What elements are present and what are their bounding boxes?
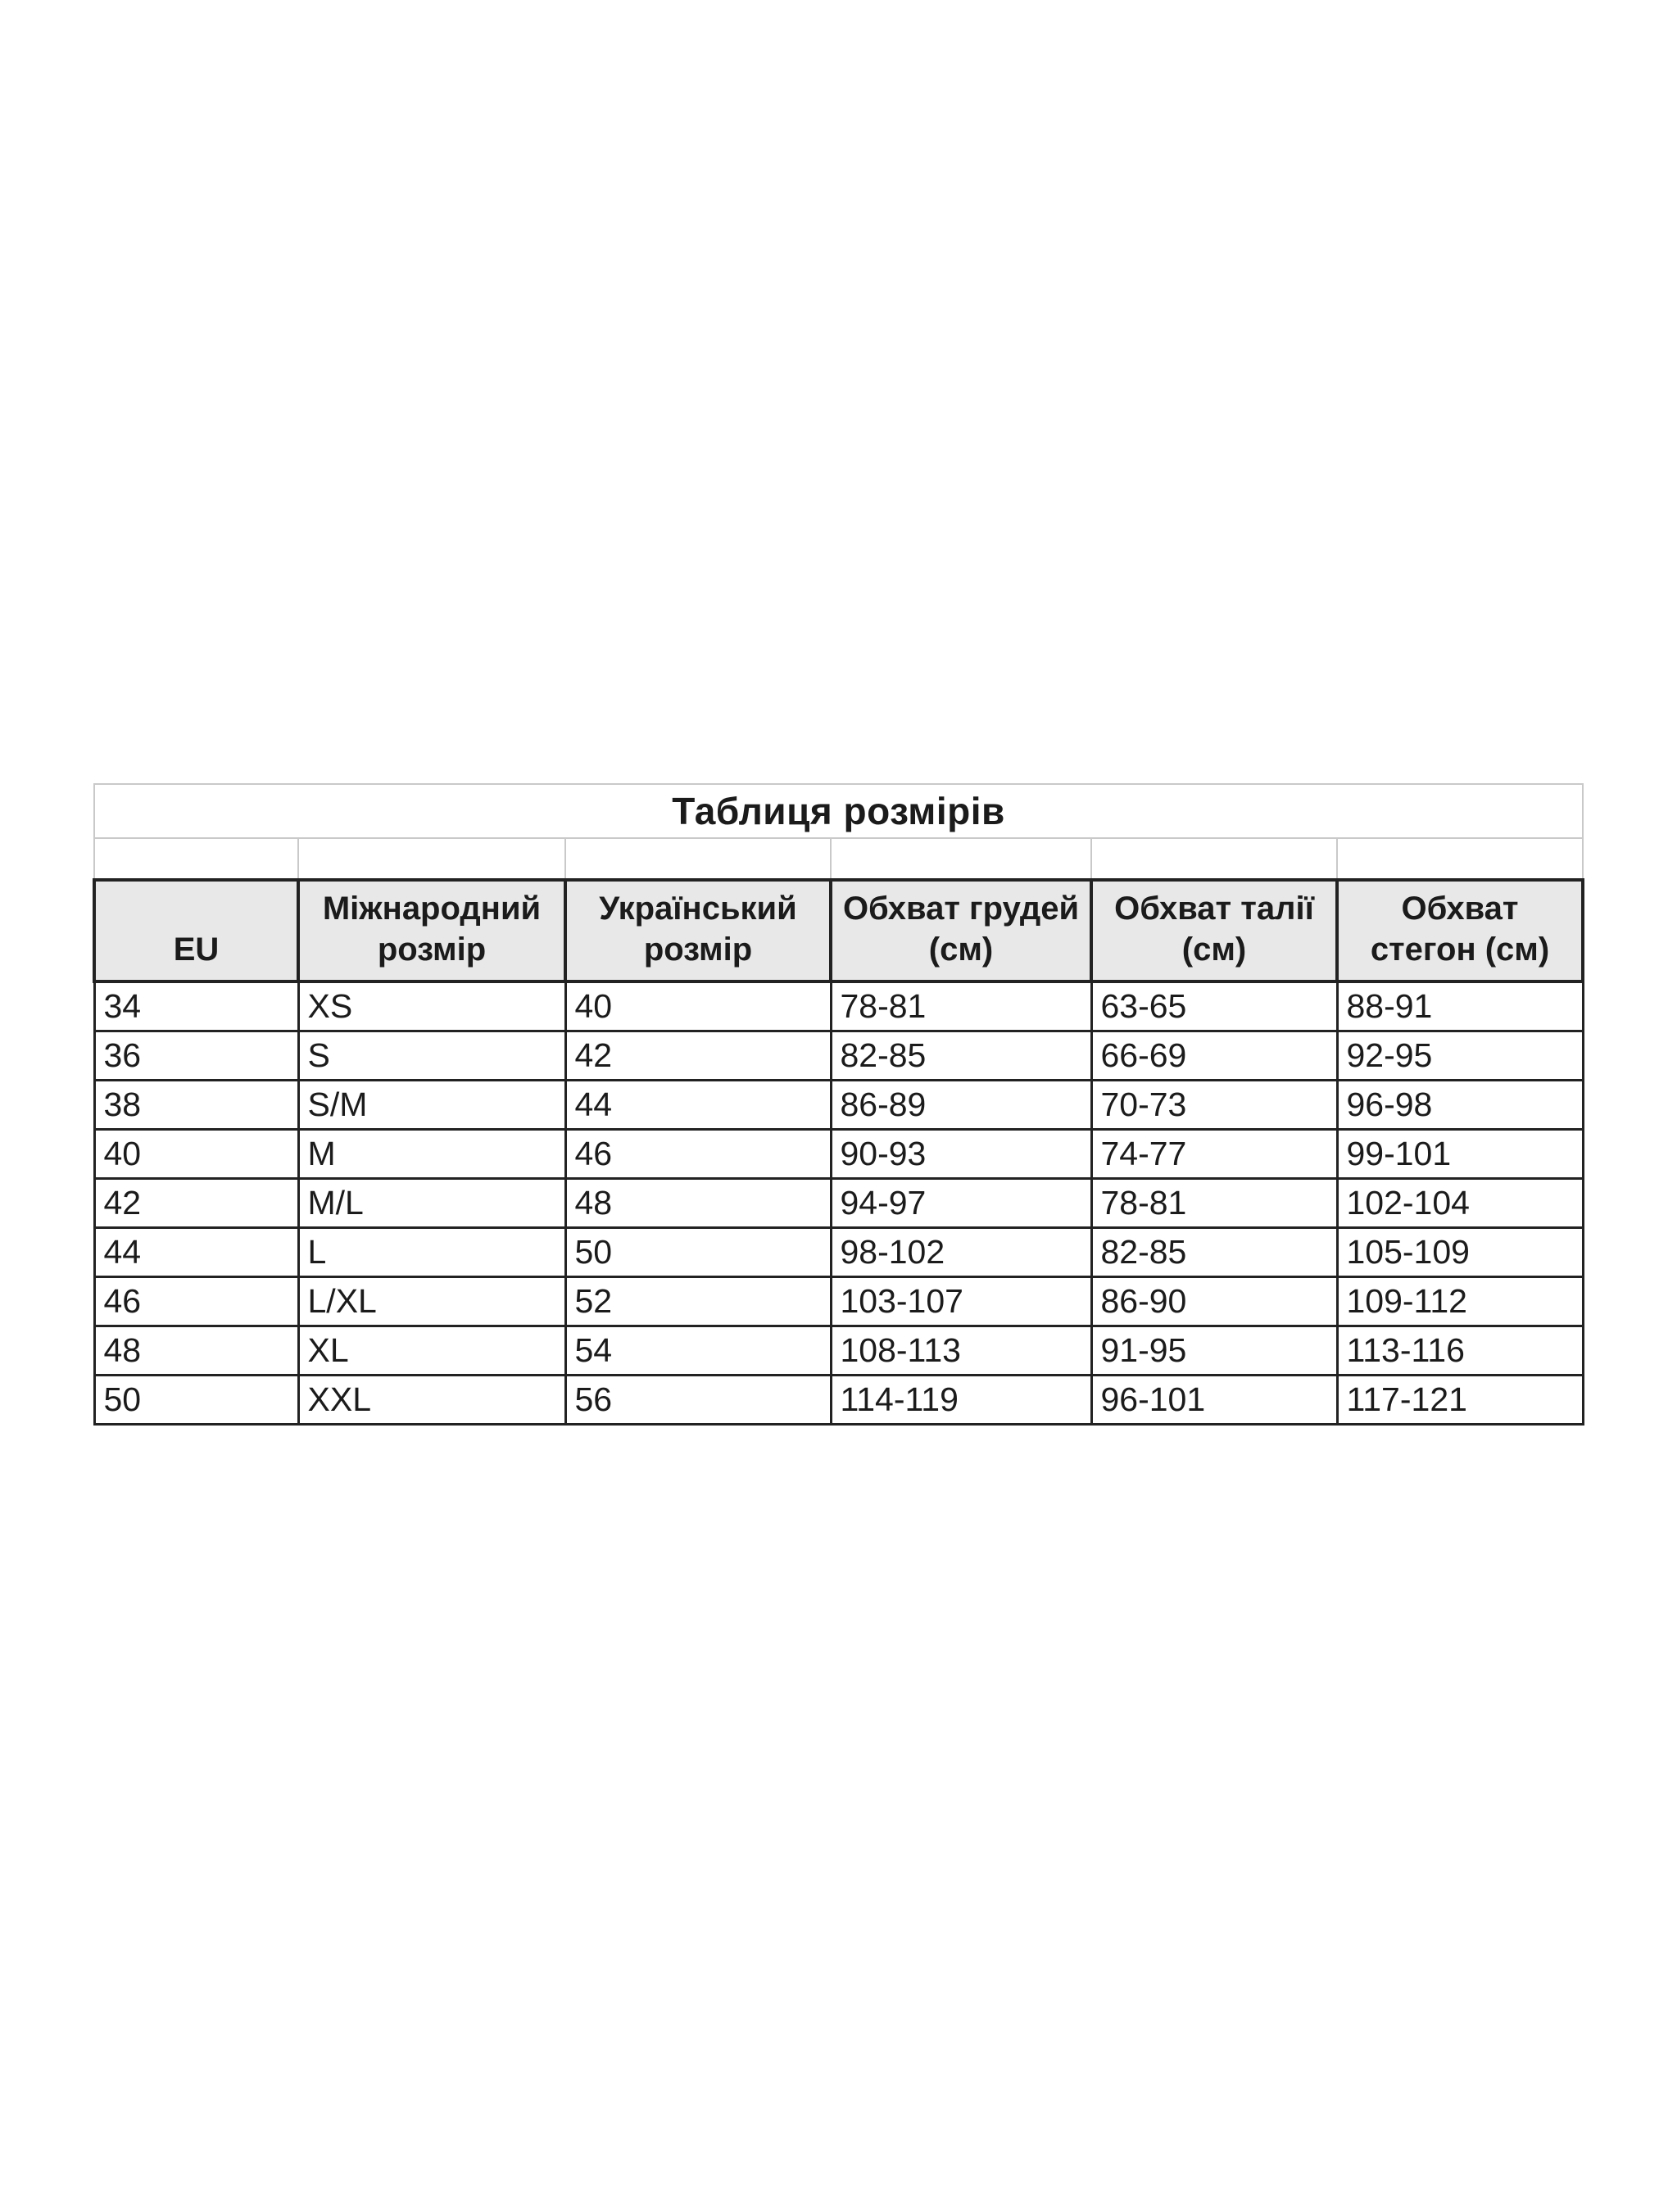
table-cell: 38 [94,1081,298,1130]
title-row [94,784,1583,838]
table-cell: 109-112 [1337,1277,1583,1326]
table-row [94,1326,1583,1376]
column-header-hips-cm: Обхват стегон (см) [1337,880,1583,981]
table-cell: 98-102 [831,1228,1091,1277]
table-cell: 94-97 [831,1179,1091,1228]
column-header-international-size: Міжнародний розмір [298,880,565,981]
table-cell: 92-95 [1337,1031,1583,1081]
table-cell: 90-93 [831,1130,1091,1179]
table-cell: L/XL [298,1277,565,1326]
table-cell: M [298,1130,565,1179]
table-cell: 78-81 [831,981,1091,1031]
table-row [94,1130,1583,1179]
table-cell: 40 [94,1130,298,1179]
table-row [94,1228,1583,1277]
table-cell: 46 [565,1130,831,1179]
size-table [93,783,1584,1426]
table-cell: 82-85 [831,1031,1091,1081]
table-cell: 44 [94,1228,298,1277]
table-cell: 86-89 [831,1081,1091,1130]
table-cell: 88-91 [1337,981,1583,1031]
table-cell: 99-101 [1337,1130,1583,1179]
table-cell: 102-104 [1337,1179,1583,1228]
table-row [94,1179,1583,1228]
table-row [94,1031,1583,1081]
size-chart [93,783,1581,1426]
table-cell: 86-90 [1091,1277,1337,1326]
column-header-ukrainian-size: Український розмір [565,880,831,981]
table-cell: 48 [94,1326,298,1376]
spacer-cell [94,838,298,880]
table-head-section [94,784,1583,981]
table-cell: XS [298,981,565,1031]
table-cell: 46 [94,1277,298,1326]
table-cell: 74-77 [1091,1130,1337,1179]
table-cell: 52 [565,1277,831,1326]
table-cell: 114-119 [831,1376,1091,1425]
table-cell: L [298,1228,565,1277]
table-body [94,981,1583,1425]
table-cell: 103-107 [831,1277,1091,1326]
table-cell: 91-95 [1091,1326,1337,1376]
table-cell: 36 [94,1031,298,1081]
spacer-cell [565,838,831,880]
table-cell: 105-109 [1337,1228,1583,1277]
table-cell: 40 [565,981,831,1031]
table-cell: 82-85 [1091,1228,1337,1277]
table-cell: XXL [298,1376,565,1425]
table-cell: 42 [565,1031,831,1081]
table-cell: 78-81 [1091,1179,1337,1228]
spacer-cell [831,838,1091,880]
column-header-waist-cm: Обхват талії (см) [1091,880,1337,981]
table-cell: S [298,1031,565,1081]
table-cell: 63-65 [1091,981,1337,1031]
table-title: Таблиця розмірів [94,784,1583,838]
table-cell: 70-73 [1091,1081,1337,1130]
table-cell: 56 [565,1376,831,1425]
table-cell: 96-98 [1337,1081,1583,1130]
spacer-row [94,838,1583,880]
table-row [94,1081,1583,1130]
table-cell: 117-121 [1337,1376,1583,1425]
table-cell: 42 [94,1179,298,1228]
table-cell: 50 [94,1376,298,1425]
table-cell: XL [298,1326,565,1376]
spacer-cell [1091,838,1337,880]
table-row [94,1376,1583,1425]
table-cell: M/L [298,1179,565,1228]
table-cell: 48 [565,1179,831,1228]
header-row [94,880,1583,981]
column-header-chest-cm: Обхват грудей (см) [831,880,1091,981]
spacer-cell [298,838,565,880]
column-header-eu: EU [94,880,298,981]
table-cell: 44 [565,1081,831,1130]
spacer-cell [1337,838,1583,880]
table-cell: 108-113 [831,1326,1091,1376]
table-cell: 96-101 [1091,1376,1337,1425]
table-cell: 66-69 [1091,1031,1337,1081]
table-cell: S/M [298,1081,565,1130]
table-cell: 50 [565,1228,831,1277]
table-cell: 34 [94,981,298,1031]
table-cell: 54 [565,1326,831,1376]
table-cell: 113-116 [1337,1326,1583,1376]
table-row [94,981,1583,1031]
table-row [94,1277,1583,1326]
